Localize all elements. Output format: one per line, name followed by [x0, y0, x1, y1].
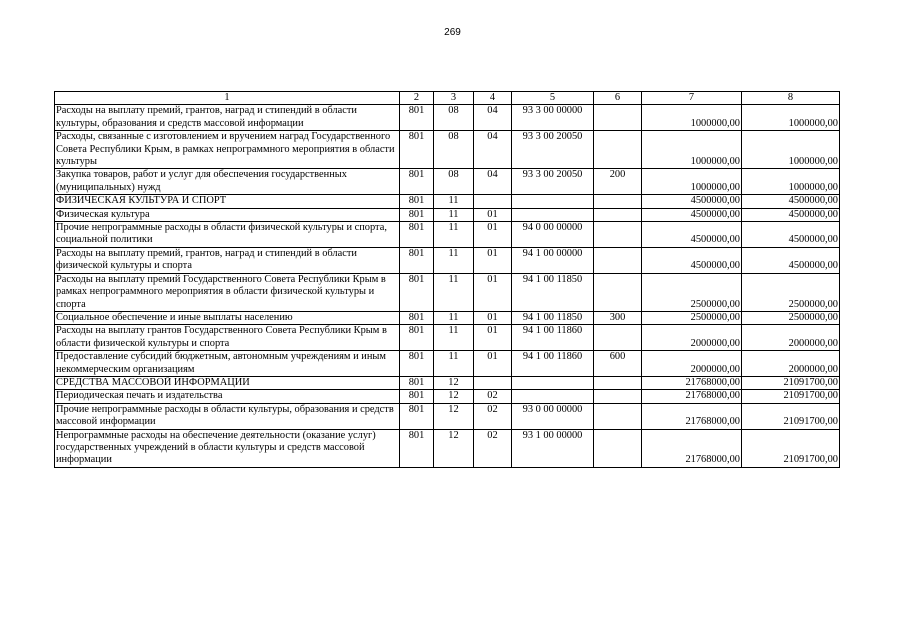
row-value-cell: 11	[434, 208, 474, 221]
row-value-cell: 801	[400, 351, 434, 377]
row-name-cell: Непрограммные расходы на обеспечение деятельности (оказание услуг) государственных учреждений в области культуры и средств массовой информации	[55, 429, 400, 467]
row-name-cell: Расходы на выплату грантов Государственного Совета Республики Крым в области физической культуры и спорта	[55, 325, 400, 351]
row-value-cell: 801	[400, 169, 434, 195]
row-value-cell: 04	[474, 105, 512, 131]
row-value-cell: 02	[474, 429, 512, 467]
row-value-cell: 94 1 00 11860	[512, 351, 594, 377]
row-value-cell: 21768000,00	[642, 390, 742, 403]
row-value-cell: 12	[434, 429, 474, 467]
row-value-cell: 4500000,00	[742, 208, 840, 221]
row-value-cell	[512, 208, 594, 221]
row-name-cell: Расходы на выплату премий Государственного Совета Республики Крым в рамках непрограммного мероприятия в области физической культуры и спорта	[55, 273, 400, 311]
row-value-cell: 11	[434, 311, 474, 324]
row-value-cell: 21768000,00	[642, 403, 742, 429]
row-value-cell: 93 3 00 20050	[512, 169, 594, 195]
header-cell: 3	[434, 92, 474, 105]
table-row	[55, 311, 840, 324]
table-row	[55, 105, 840, 131]
row-value-cell	[512, 195, 594, 208]
row-value-cell: 21091700,00	[742, 429, 840, 467]
table-row	[55, 429, 840, 467]
table-row	[55, 169, 840, 195]
row-value-cell	[474, 376, 512, 389]
table-row	[55, 351, 840, 377]
header-cell: 2	[400, 92, 434, 105]
row-value-cell: 4500000,00	[642, 222, 742, 248]
row-value-cell: 1000000,00	[642, 169, 742, 195]
row-value-cell	[594, 131, 642, 169]
row-value-cell: 94 1 00 11850	[512, 273, 594, 311]
row-name-cell: Расходы, связанные с изготовлением и вручением наград Государственного Совета Республики Крым, в рамках непрограммного мероприятия в области культуры	[55, 131, 400, 169]
row-value-cell: 21768000,00	[642, 376, 742, 389]
row-value-cell: 02	[474, 403, 512, 429]
row-value-cell: 01	[474, 208, 512, 221]
row-value-cell	[594, 105, 642, 131]
row-value-cell: 1000000,00	[742, 131, 840, 169]
row-value-cell	[594, 222, 642, 248]
row-value-cell: 801	[400, 311, 434, 324]
row-value-cell: 02	[474, 390, 512, 403]
row-value-cell	[594, 273, 642, 311]
row-value-cell: 801	[400, 222, 434, 248]
row-name-cell: Социальное обеспечение и иные выплаты населению	[55, 311, 400, 324]
row-value-cell: 11	[434, 325, 474, 351]
table-row	[55, 247, 840, 273]
row-value-cell: 93 0 00 00000	[512, 403, 594, 429]
row-name-cell: ФИЗИЧЕСКАЯ КУЛЬТУРА И СПОРТ	[55, 195, 400, 208]
row-value-cell	[512, 376, 594, 389]
row-value-cell: 12	[434, 390, 474, 403]
row-value-cell: 04	[474, 169, 512, 195]
row-value-cell: 801	[400, 429, 434, 467]
row-value-cell: 801	[400, 403, 434, 429]
row-value-cell: 4500000,00	[742, 222, 840, 248]
row-value-cell: 4500000,00	[742, 247, 840, 273]
row-value-cell: 801	[400, 325, 434, 351]
table-row	[55, 376, 840, 389]
row-value-cell: 94 1 00 11860	[512, 325, 594, 351]
header-cell: 6	[594, 92, 642, 105]
header-cell: 8	[742, 92, 840, 105]
table-row	[55, 390, 840, 403]
row-value-cell	[594, 195, 642, 208]
row-value-cell: 12	[434, 376, 474, 389]
table-row	[55, 403, 840, 429]
row-value-cell: 1000000,00	[742, 105, 840, 131]
header-cell: 5	[512, 92, 594, 105]
row-value-cell: 11	[434, 273, 474, 311]
row-value-cell: 2500000,00	[742, 311, 840, 324]
row-value-cell: 801	[400, 390, 434, 403]
row-value-cell: 300	[594, 311, 642, 324]
row-value-cell: 1000000,00	[642, 105, 742, 131]
row-value-cell: 2500000,00	[642, 311, 742, 324]
table-row	[55, 273, 840, 311]
row-value-cell: 01	[474, 222, 512, 248]
row-value-cell: 801	[400, 105, 434, 131]
row-value-cell	[474, 195, 512, 208]
row-value-cell: 01	[474, 247, 512, 273]
row-value-cell: 08	[434, 131, 474, 169]
row-value-cell	[594, 403, 642, 429]
row-value-cell: 4500000,00	[742, 195, 840, 208]
row-value-cell: 1000000,00	[642, 131, 742, 169]
header-cell: 4	[474, 92, 512, 105]
row-value-cell: 4500000,00	[642, 247, 742, 273]
row-value-cell: 11	[434, 222, 474, 248]
row-value-cell: 600	[594, 351, 642, 377]
row-value-cell	[594, 208, 642, 221]
row-value-cell: 01	[474, 273, 512, 311]
row-value-cell: 2000000,00	[642, 325, 742, 351]
row-value-cell: 4500000,00	[642, 208, 742, 221]
row-value-cell: 11	[434, 247, 474, 273]
row-value-cell: 21091700,00	[742, 376, 840, 389]
row-value-cell	[512, 390, 594, 403]
table-row	[55, 195, 840, 208]
row-name-cell: Расходы на выплату премий, грантов, наград и стипендий в области культуры, образования и средств массовой информации	[55, 105, 400, 131]
row-name-cell: Предоставление субсидий бюджетным, автономным учреждениям и иным некоммерческим организациям	[55, 351, 400, 377]
row-value-cell	[594, 429, 642, 467]
row-value-cell: 801	[400, 376, 434, 389]
row-value-cell	[594, 247, 642, 273]
row-value-cell: 21091700,00	[742, 403, 840, 429]
row-name-cell: Закупка товаров, работ и услуг для обеспечения государственных (муниципальных) нужд	[55, 169, 400, 195]
row-name-cell: Расходы на выплату премий, грантов, наград и стипендий в области физической культуры и спорта	[55, 247, 400, 273]
table-row	[55, 325, 840, 351]
row-name-cell: Прочие непрограммные расходы в области физической культуры и спорта, социальной политики	[55, 222, 400, 248]
row-value-cell: 801	[400, 195, 434, 208]
row-value-cell: 94 0 00 00000	[512, 222, 594, 248]
row-value-cell: 93 3 00 20050	[512, 131, 594, 169]
row-value-cell: 94 1 00 11850	[512, 311, 594, 324]
row-value-cell: 01	[474, 351, 512, 377]
row-value-cell: 2500000,00	[642, 273, 742, 311]
row-value-cell: 94 1 00 00000	[512, 247, 594, 273]
row-value-cell: 200	[594, 169, 642, 195]
header-cell: 7	[642, 92, 742, 105]
row-name-cell: Прочие непрограммные расходы в области культуры, образования и средств массовой информации	[55, 403, 400, 429]
row-value-cell: 04	[474, 131, 512, 169]
row-value-cell	[594, 390, 642, 403]
row-value-cell: 93 3 00 00000	[512, 105, 594, 131]
row-value-cell: 93 1 00 00000	[512, 429, 594, 467]
row-value-cell: 801	[400, 131, 434, 169]
row-value-cell	[594, 376, 642, 389]
table-row	[55, 222, 840, 248]
row-value-cell: 801	[400, 273, 434, 311]
row-value-cell: 01	[474, 325, 512, 351]
row-name-cell: СРЕДСТВА МАССОВОЙ ИНФОРМАЦИИ	[55, 376, 400, 389]
table-header-row	[55, 92, 840, 105]
row-value-cell: 801	[400, 247, 434, 273]
row-value-cell: 2000000,00	[742, 325, 840, 351]
row-value-cell: 08	[434, 105, 474, 131]
row-value-cell: 12	[434, 403, 474, 429]
row-value-cell: 4500000,00	[642, 195, 742, 208]
row-value-cell: 801	[400, 208, 434, 221]
row-value-cell: 11	[434, 195, 474, 208]
table-row	[55, 208, 840, 221]
table-row	[55, 131, 840, 169]
row-name-cell: Физическая культура	[55, 208, 400, 221]
row-value-cell: 01	[474, 311, 512, 324]
row-value-cell: 2000000,00	[742, 351, 840, 377]
page-number: 269	[444, 27, 461, 38]
row-value-cell	[594, 325, 642, 351]
budget-table	[54, 91, 840, 468]
row-value-cell: 21768000,00	[642, 429, 742, 467]
row-value-cell: 21091700,00	[742, 390, 840, 403]
row-value-cell: 1000000,00	[742, 169, 840, 195]
row-name-cell: Периодическая печать и издательства	[55, 390, 400, 403]
row-value-cell: 2000000,00	[642, 351, 742, 377]
row-value-cell: 08	[434, 169, 474, 195]
header-cell: 1	[55, 92, 400, 105]
row-value-cell: 11	[434, 351, 474, 377]
row-value-cell: 2500000,00	[742, 273, 840, 311]
